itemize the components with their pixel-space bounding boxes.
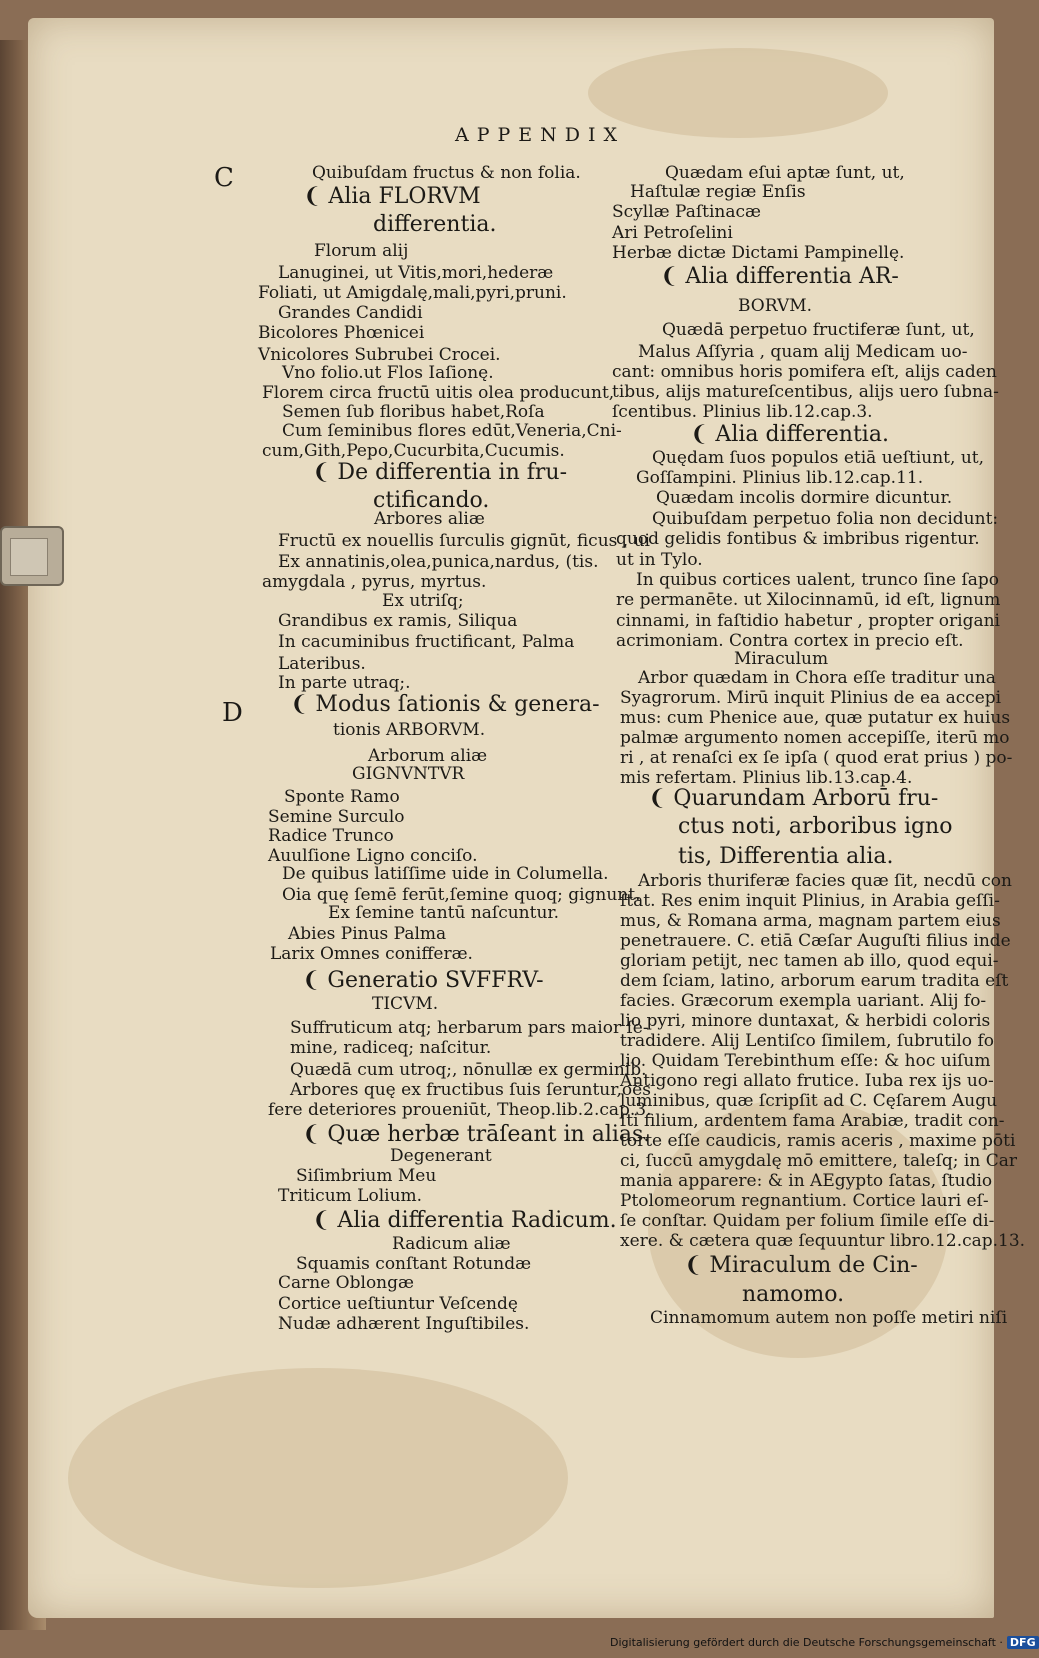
text-line: Sponte Ramo <box>284 787 400 807</box>
text-line: In quibus cortices ualent, trunco ſine ſapo <box>636 570 1000 590</box>
text-line: namomo. <box>742 1282 845 1307</box>
text-line: mine, radiceq; naſcitur. <box>290 1038 492 1058</box>
text-line: palmæ argumento nomen accepiſſe, iterū mo <box>620 728 1010 748</box>
water-stain <box>68 1368 568 1588</box>
text-line: torte eſſe caudicis, ramis aceris , maxime pōti <box>620 1131 1016 1151</box>
text-line: ❨ Miraculum de Cin- <box>684 1253 918 1278</box>
text-line: ❨ Quarundam Arborū fru- <box>648 786 939 811</box>
text-line: lio. Quidam Terebinthum eſſe: & hoc uiſum <box>620 1051 991 1071</box>
text-line: Oia quę ſemē ferūt,ſemine quoq; gignunt. <box>282 885 641 905</box>
text-line: differentia. <box>373 212 497 237</box>
text-line: tionis ARBORVM. <box>333 720 486 740</box>
text-line: gloriam petijt, nec tamen ab illo, quod equi- <box>620 951 999 971</box>
margin-letter: D <box>222 698 243 728</box>
text-line: amygdala , pyrus, myrtus. <box>262 572 487 592</box>
text-line: Triticum Lolium. <box>278 1186 423 1206</box>
text-line: Arborum aliæ <box>368 746 488 766</box>
text-line: penetrauere. C. etiā Cæſar Auguſti filius inde <box>620 931 1011 951</box>
text-line: Ex utriſq; <box>382 591 464 611</box>
text-line: Vnicolores Subrubei Crocei. <box>258 345 501 365</box>
water-stain <box>588 48 888 138</box>
text-line: ❨ Alia differentia AR- <box>660 264 899 289</box>
text-line: Arboris thuriferæ facies quæ ſit, necdū con <box>638 871 1012 891</box>
text-line: ri , at renaſci ex ſe ipſa ( quod erat prius ) po- <box>620 748 1013 768</box>
text-line: ❨ Generatio SVFFRV- <box>302 968 544 993</box>
text-line: tibus, alijs matureſcentibus, alijs uero ſubna- <box>612 382 999 402</box>
text-line: Quædā perpetuo fructiferæ ſunt, ut, <box>662 320 975 340</box>
text-line: ❨ Quæ herbæ trāſeant in alias. <box>302 1122 651 1147</box>
text-line: Quędam ſuos populos etiā ueſtiunt, ut, <box>652 448 984 468</box>
text-line: Larix Omnes conifferæ. <box>270 944 473 964</box>
text-line: cant: omnibus horis pomifera eſt, alijs caden <box>612 362 997 382</box>
text-line: Abies Pinus Palma <box>288 924 447 944</box>
text-line: ut in Tylo. <box>616 550 703 570</box>
text-line: GIGNVNTVR <box>352 764 465 784</box>
text-line: Carne Oblongæ <box>278 1273 414 1293</box>
footer-credit <box>610 1636 1039 1649</box>
text-line: Herbæ dictæ Dictami Pampinellę. <box>612 243 905 263</box>
text-line: Cortice ueſtiuntur Veſcendę <box>278 1294 518 1314</box>
dfg-logo: DFG <box>1007 1636 1039 1649</box>
text-line: Semine Surculo <box>268 807 405 827</box>
text-line: quod gelidis fontibus & imbribus rigentur. <box>616 529 980 549</box>
text-line: Cum ſeminibus flores edūt,Veneria,Cni- <box>282 421 622 441</box>
text-line: TICVM. <box>372 994 439 1014</box>
text-line: Bicolores Phœnicei <box>258 323 425 343</box>
text-line: Haſtulæ regiæ Enſis <box>630 182 806 202</box>
text-line: ſtat. Res enim inquit Plinius, in Arabia geſſi- <box>620 891 1000 911</box>
text-line: Grandes Candidi <box>278 303 423 323</box>
margin-letter: C <box>214 163 234 193</box>
text-line: re permanēte. ut Xilocinnamū, id eſt, lignum <box>616 590 1001 610</box>
text-line: facies. Græcorum exempla uariant. Alij fo- <box>620 991 987 1011</box>
text-line: Auulſione Ligno conciſo. <box>268 846 478 866</box>
text-line: Quibuſdam perpetuo folia non decidunt: <box>652 509 999 529</box>
text-line: Florem circa fructū uitis olea producunt, <box>262 383 615 403</box>
text-line: Vno folio.ut Flos Iaſionę. <box>282 363 494 383</box>
text-line: Goſſampini. Plinius lib.12.cap.11. <box>636 468 924 488</box>
text-line: Foliati, ut Amigdalę,mali,pyri,pruni. <box>258 283 567 303</box>
footer-text: Digitalisierung gefördert durch die Deutsche Forschungsgemeinschaft · <box>610 1636 1003 1649</box>
text-line: ſcentibus. Plinius lib.12.cap.3. <box>612 402 873 422</box>
text-line: xere. & cætera quæ ſequuntur libro.12.cap.13. <box>620 1231 1026 1251</box>
text-line: Nudæ adhærent Inguſtibiles. <box>278 1314 530 1334</box>
text-line: Suffruticum atq; herbarum pars maior ſe- <box>290 1018 649 1038</box>
text-line: Fructū ex nouellis ſurculis gignūt, ficus , ui <box>278 531 650 551</box>
text-line: De quibus latiſſime uide in Columella. <box>282 864 609 884</box>
metal-clasp <box>0 526 64 586</box>
text-line: Ex ſemine tantū naſcuntur. <box>328 903 560 923</box>
text-line: Radicum aliæ <box>392 1234 511 1254</box>
text-line: Degenerant <box>390 1146 492 1166</box>
text-line: luminibus, quæ ſcripſit ad C. Cęſarem Augu <box>620 1091 998 1111</box>
text-line: ctificando. <box>373 488 490 513</box>
text-line: Squamis conſtant Rotundæ <box>296 1254 532 1274</box>
text-line: Radice Trunco <box>268 826 394 846</box>
text-line: Quædā cum utroq;, nōnullæ ex germinib. <box>290 1060 647 1080</box>
text-line: Antigono regi allato frutice. Iuba rex ijs uo- <box>620 1071 994 1091</box>
text-line: ❨ De differentia in fru- <box>312 460 567 485</box>
text-line: ❨ Modus ſationis & genera- <box>290 692 600 717</box>
text-line: mania apparere: & in AEgypto ſatas, ſtudio <box>620 1171 993 1191</box>
text-line: Arbores quę ex fructibus ſuis ſeruntur,oēs <box>290 1080 651 1100</box>
text-line: BORVM. <box>738 296 813 316</box>
text-line: acrimoniam. Contra cortex in precio eſt. <box>616 631 964 651</box>
text-line: Malus Aſſyria , quam alij Medicam uo- <box>638 342 968 362</box>
text-line: Quædam eſui aptæ ſunt, ut, <box>665 163 905 183</box>
text-line: mus, & Romana arma, magnam partem eius <box>620 911 1001 931</box>
text-line: Quibuſdam fructus & non folia. <box>312 163 581 183</box>
text-line: Lateribus. <box>278 654 366 674</box>
text-line: Lanuginei, ut Vitis,mori,hederæ <box>278 263 554 283</box>
text-line: Arbor quædam in Chora eſſe traditur una <box>638 668 996 688</box>
text-line: Cinnamomum autem non poſſe metiri niſi <box>650 1308 1008 1328</box>
text-line: Grandibus ex ramis, Siliqua <box>278 611 518 631</box>
text-line: fere deteriores proueniūt, Theop.lib.2.cap.3. <box>268 1100 652 1120</box>
text-line: Ex annatinis,olea,punica,nardus, (tis. <box>278 552 599 572</box>
text-line: ❨ Alia differentia Radicum. <box>312 1208 617 1233</box>
text-line: ctus noti, arboribus igno <box>678 814 953 839</box>
text-line: Semen ſub floribus habet,Roſa <box>282 402 545 422</box>
text-line: Ari Petroſelini <box>612 223 733 243</box>
text-line: ci, ſuccū amygdalę mō emittere, taleſq; in Car <box>620 1151 1017 1171</box>
text-line: mis refertam. Plinius lib.13.cap.4. <box>620 768 913 788</box>
page-header: APPENDIX <box>455 124 626 146</box>
text-line: Miraculum <box>734 649 829 669</box>
text-line: cinnami, in faſtidio habetur , propter origani <box>616 611 1000 631</box>
text-line: ſe conſtar. Quidam per folium ſimile eſſe di- <box>620 1211 995 1231</box>
text-line: Scyllæ Paſtinacæ <box>612 202 761 222</box>
text-line: tradidere. Alij Lentiſco ſimilem, ſubrutilo fo <box>620 1031 994 1051</box>
text-line: Quædam incolis dormire dicuntur. <box>656 488 953 508</box>
text-line: In cacuminibus fructificant, Palma <box>278 632 575 652</box>
text-line: ❨ Alia FLORVM <box>303 184 481 209</box>
text-line: Siſimbrium Meu <box>296 1166 437 1186</box>
text-line: Arbores aliæ <box>374 509 485 529</box>
text-line: tis, Differentia alia. <box>678 844 894 869</box>
text-line: lio pyri, minore duntaxat, & herbidi coloris <box>620 1011 991 1031</box>
text-line: mus: cum Phenice aue, quæ putatur ex huius <box>620 708 1011 728</box>
text-line: ❨ Alia differentia. <box>690 422 889 447</box>
text-line: In parte utraq;. <box>278 673 411 693</box>
text-line: Syagrorum. Mirū inquit Plinius de ea accepi <box>620 688 1002 708</box>
text-line: Ptolomeorum regnantium. Cortice lauri eſ- <box>620 1191 989 1211</box>
text-line: dem ſciam, latino, arborum earum tradita eſt <box>620 971 1009 991</box>
text-line: cum,Gith,Pepo,Cucurbita,Cucumis. <box>262 441 565 461</box>
text-line: Florum alij <box>314 241 409 261</box>
text-line: ſti filium, ardentem fama Arabiæ, tradit con- <box>620 1111 1005 1131</box>
